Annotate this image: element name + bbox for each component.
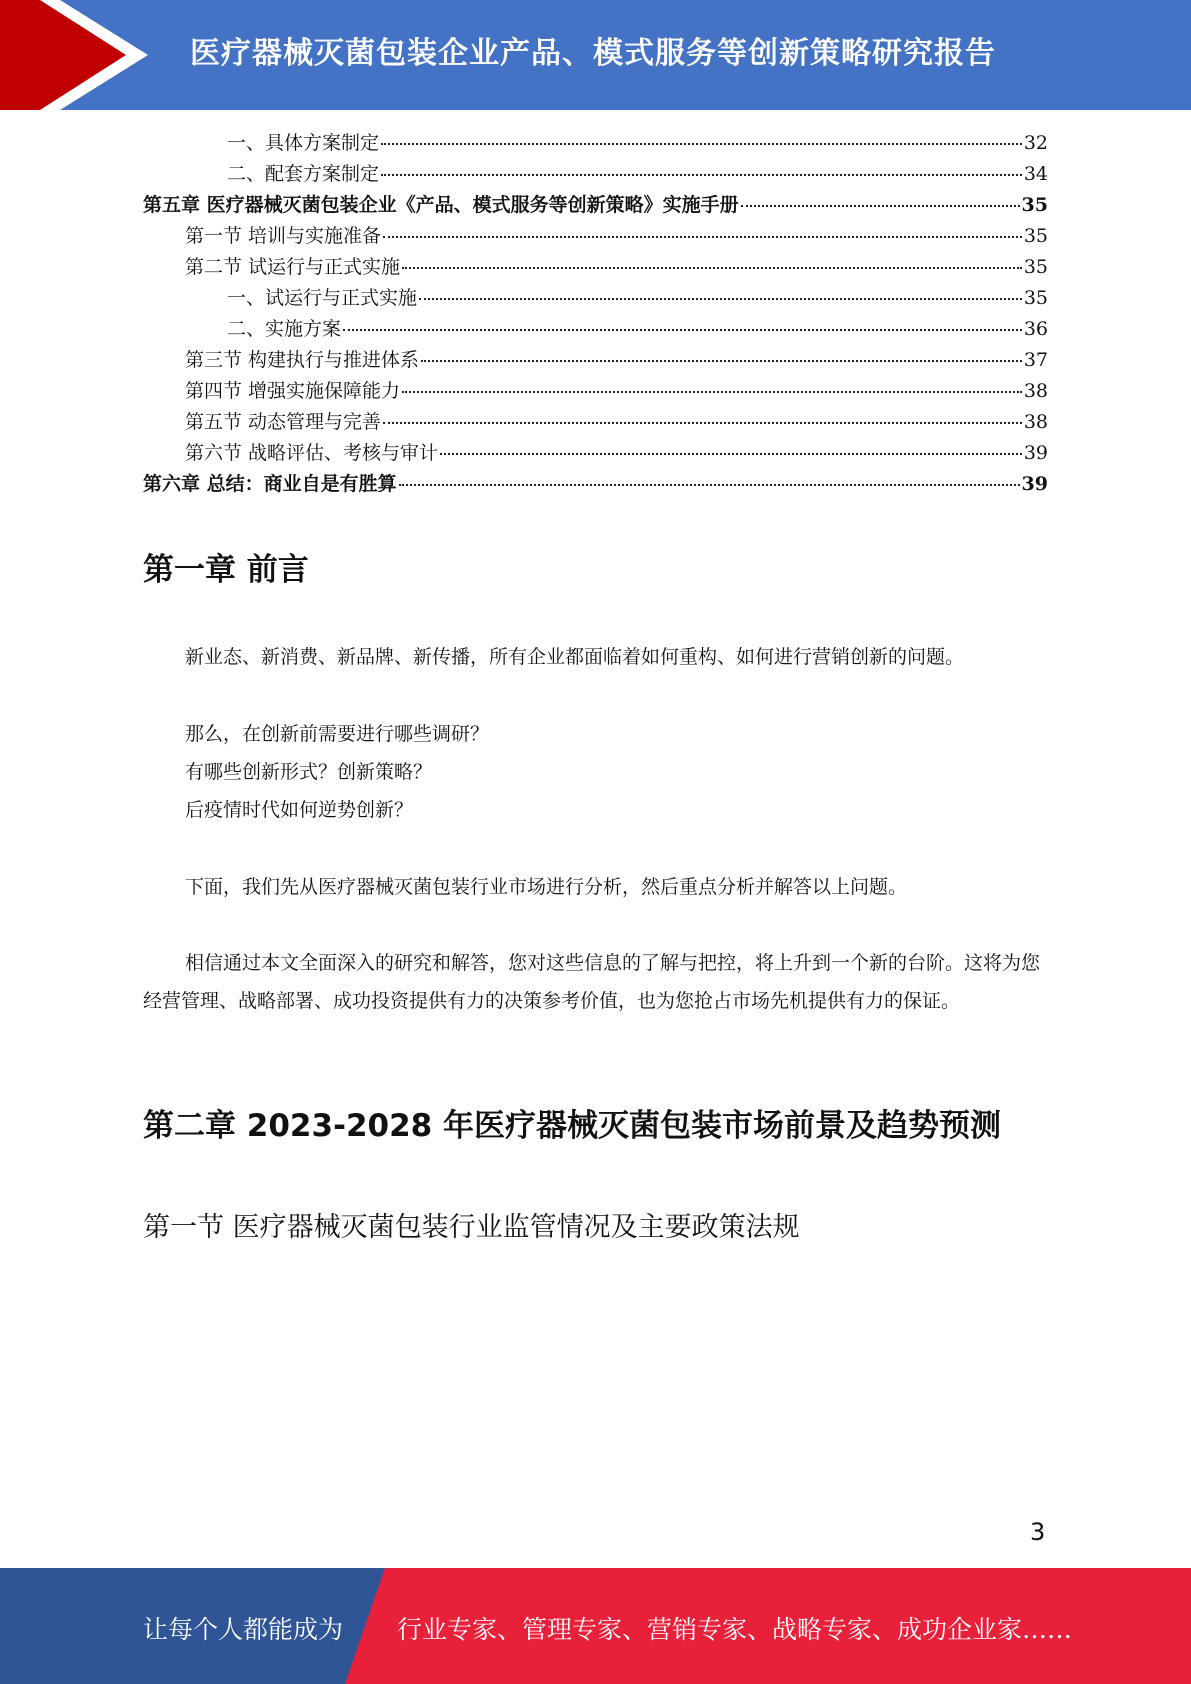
toc-entry-page: 39 [1021, 473, 1048, 495]
toc-entry-page: 36 [1023, 318, 1048, 340]
toc-entry-title: 二、配套方案制定 [227, 163, 380, 185]
toc-dot-leader [399, 484, 1020, 486]
toc-dot-leader [383, 236, 1022, 238]
question-1: 那么，在创新前需要进行哪些调研？ [185, 723, 490, 745]
toc-entry-title: 第六节 战略评估、考核与审计 [185, 442, 439, 464]
toc-dot-leader [402, 267, 1022, 269]
section-1-heading: 第一节 医疗器械灭菌包装行业监管情况及主要政策法规 [143, 1212, 800, 1243]
header-arrow-graphic [0, 0, 200, 110]
toc-entry-title: 一、试运行与正式实施 [227, 287, 418, 309]
toc-entry-page: 39 [1023, 442, 1048, 464]
chapter-2-heading: 第二章 2023-2028 年医疗器械灭菌包装市场前景及趋势预测 [143, 1108, 1002, 1144]
toc-dot-leader [383, 422, 1022, 424]
page-footer-band [0, 1568, 1191, 1684]
toc-entry[interactable] [143, 190, 1048, 221]
toc-entry-title: 第一节 培训与实施准备 [185, 225, 382, 247]
toc-entry-page: 38 [1023, 411, 1048, 433]
toc-entry-title: 第五节 动态管理与完善 [185, 411, 382, 433]
toc-dot-leader [419, 298, 1022, 300]
toc-entry[interactable] [143, 221, 1048, 252]
page-header-band [0, 0, 1191, 110]
toc-entry[interactable] [143, 283, 1048, 314]
paragraph-conclusion: 相信通过本文全面深入的研究和解答，您对这些信息的了解与把控，将上升到一个新的台阶。这将为您经营管理、战略部署、成功投资提供有力的决策参考价值，也为您抢占市场先机提供有力的保证。 [143, 952, 1041, 1012]
toc-dot-leader [402, 391, 1022, 393]
question-2: 有哪些创新形式？创新策略？ [185, 761, 433, 783]
toc-entry[interactable] [143, 345, 1048, 376]
toc-dot-leader [381, 174, 1022, 176]
toc-entry-title: 第五章 医疗器械灭菌包装企业《产品、模式服务等创新策略》实施手册 [143, 194, 739, 216]
chapter-1-heading: 第一章 前言 [143, 552, 309, 588]
toc-entry-page: 32 [1023, 132, 1048, 154]
toc-dot-leader [741, 205, 1020, 207]
toc-entry[interactable] [143, 376, 1048, 407]
footer-slogan-right: 行业专家、管理专家、营销专家、战略专家、成功企业家…… [397, 1615, 1073, 1644]
paragraph-intro: 新业态、新消费、新品牌、新传播，所有企业都面临着如何重构、如何进行营销创新的问题。 [185, 646, 965, 668]
toc-dot-leader [343, 329, 1022, 331]
toc-entry[interactable] [143, 314, 1048, 345]
toc-entry-page: 35 [1023, 225, 1048, 247]
toc-entry-page: 35 [1023, 256, 1048, 278]
toc-dot-leader [381, 143, 1022, 145]
toc-entry-page: 35 [1021, 194, 1048, 216]
table-of-contents [143, 128, 1048, 500]
toc-entry-title: 第四节 增强实施保障能力 [185, 380, 401, 402]
toc-entry-page: 37 [1023, 349, 1048, 371]
toc-entry-page: 34 [1023, 163, 1048, 185]
toc-entry-title: 二、实施方案 [227, 318, 342, 340]
toc-entry[interactable] [143, 128, 1048, 159]
toc-entry-title: 一、具体方案制定 [227, 132, 380, 154]
toc-entry-title: 第三节 构建执行与推进体系 [185, 349, 420, 371]
toc-entry-title: 第二节 试运行与正式实施 [185, 256, 401, 278]
toc-entry[interactable] [143, 159, 1048, 190]
footer-slogan-left: 让每个人都能成为 [143, 1615, 344, 1644]
toc-entry[interactable] [143, 252, 1048, 283]
toc-entry[interactable] [143, 438, 1048, 469]
toc-entry[interactable] [143, 407, 1048, 438]
question-3: 后疫情时代如何逆势创新？ [185, 799, 414, 821]
page-number: 3 [1030, 1518, 1046, 1546]
toc-dot-leader [440, 453, 1022, 455]
toc-entry-page: 35 [1023, 287, 1048, 309]
toc-dot-leader [421, 360, 1022, 362]
paragraph-analysis: 下面，我们先从医疗器械灭菌包装行业市场进行分析，然后重点分析并解答以上问题。 [185, 876, 908, 898]
toc-entry-page: 38 [1023, 380, 1048, 402]
toc-entry-title: 第六章 总结：商业自是有胜算 [143, 473, 397, 495]
toc-entry[interactable] [143, 469, 1048, 500]
report-title: 医疗器械灭菌包装企业产品、模式服务等创新策略研究报告 [190, 36, 996, 71]
